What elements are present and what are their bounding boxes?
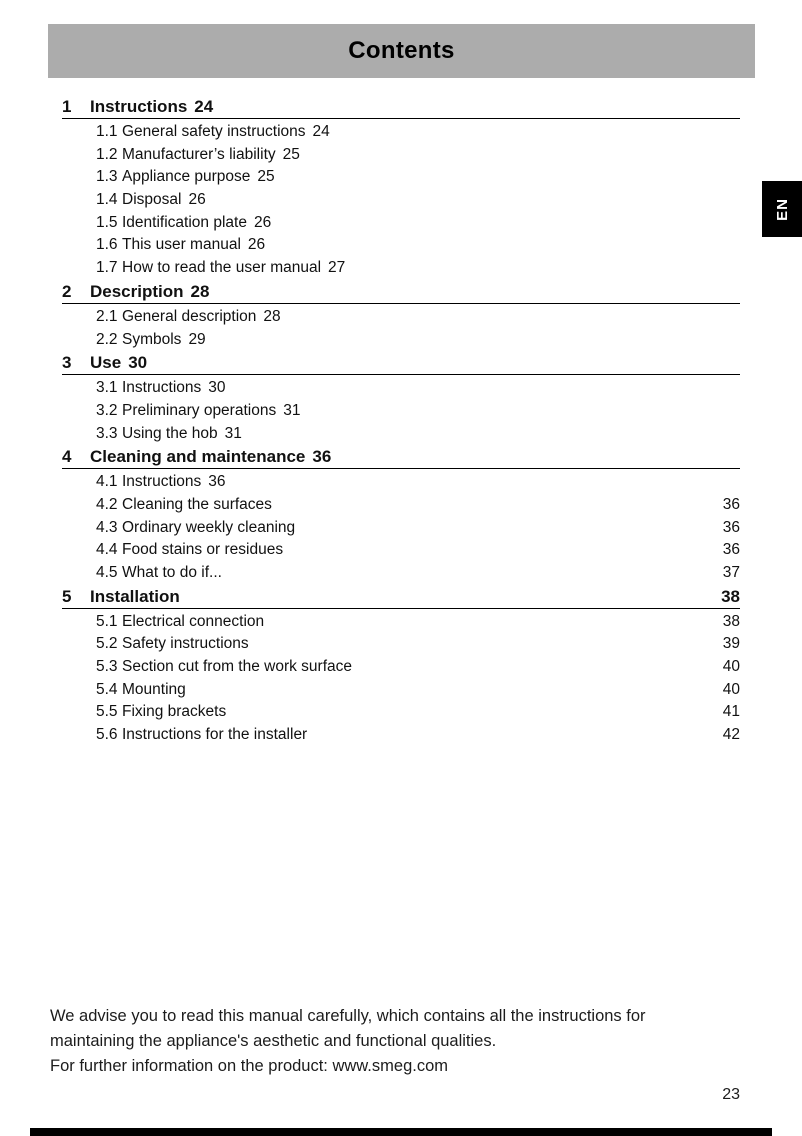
- toc-section-page: 38: [721, 586, 740, 606]
- toc-item-title: Cleaning the surfaces: [122, 495, 272, 513]
- toc-item-title: Fixing brackets: [122, 703, 227, 721]
- toc-item: [62, 423, 740, 446]
- toc-item: [62, 212, 740, 235]
- toc-section-items: [62, 119, 740, 280]
- toc-item-number: 1.2: [96, 145, 118, 163]
- toc-item-title: Mounting: [122, 680, 186, 698]
- toc-item-number: 5.3: [96, 658, 118, 676]
- toc-item-title: Appliance purpose: [122, 168, 251, 186]
- toc-item-page: 36: [722, 518, 740, 536]
- toc-item-number: 5.1: [96, 612, 118, 630]
- page-number: 23: [722, 1086, 740, 1103]
- toc-section-items: [62, 375, 740, 445]
- toc-item-page: 26: [253, 213, 272, 231]
- toc-item-number: 5.5: [96, 703, 118, 721]
- toc-item-number: 1.3: [96, 168, 118, 186]
- toc-item-page: 36: [208, 473, 226, 491]
- toc-item-number: 4.4: [96, 541, 118, 559]
- toc-item: [62, 679, 740, 702]
- toc-section-heading: [62, 351, 740, 374]
- toc-item-number: 1.1: [96, 123, 118, 140]
- toc-section-title: Installation: [90, 586, 180, 606]
- toc-item-title: General description: [122, 307, 257, 325]
- toc-item-number: 1.6: [96, 236, 118, 254]
- toc-section-title: Description: [90, 281, 184, 301]
- footer-advice-text: We advise you to read this manual carefully, which contains all the instructions for maintaining the appliance's aesthetic and functional qualities.: [50, 1007, 646, 1050]
- toc-section: [62, 445, 740, 584]
- toc-item-page: 26: [188, 191, 206, 209]
- toc-item-title: Identification plate: [122, 213, 247, 231]
- toc-section-page: 36: [312, 447, 332, 467]
- toc-item-title: This user manual: [122, 236, 241, 254]
- toc-item: [62, 611, 740, 634]
- toc-item-page: 40: [722, 658, 740, 676]
- toc-item-page: 25: [257, 168, 275, 186]
- toc-section-heading: [62, 585, 740, 608]
- toc-section-title: Instructions: [90, 97, 188, 116]
- toc-item-page: 24: [312, 123, 330, 140]
- toc-item-title: Instructions: [122, 379, 202, 397]
- page-title: Contents: [348, 37, 455, 64]
- toc-section-number: 5: [62, 586, 72, 606]
- toc-item-page: 40: [722, 680, 740, 698]
- toc-item-page: 39: [722, 635, 740, 653]
- toc-item-page: 41: [722, 703, 740, 721]
- toc-section-heading: [62, 280, 740, 303]
- toc-item-page: 28: [263, 307, 281, 325]
- toc-item: [62, 377, 740, 400]
- toc-item-number: 1.5: [96, 213, 118, 231]
- toc-item: [62, 166, 740, 189]
- toc-item-title: Instructions: [122, 473, 202, 491]
- toc-item-page: 25: [282, 145, 300, 163]
- toc-item-number: 5.2: [96, 635, 118, 653]
- toc-section-page: 24: [194, 97, 214, 116]
- language-tab: [762, 181, 802, 237]
- toc-item-number: 4.2: [96, 495, 118, 513]
- toc-item-title: Symbols: [122, 330, 182, 348]
- language-tab-label: EN: [773, 197, 791, 221]
- toc-item-page: 31: [283, 401, 301, 419]
- toc-item-title: Safety instructions: [122, 635, 249, 653]
- toc-item-page: 38: [722, 612, 740, 630]
- contents-header-bar: [48, 24, 755, 78]
- toc-item: [62, 471, 740, 494]
- toc-item-number: 2.2: [96, 330, 118, 348]
- toc-item: [62, 724, 740, 747]
- toc-item-number: 3.3: [96, 424, 118, 442]
- toc-item-title: General safety instructions: [122, 123, 306, 140]
- toc-item: [62, 562, 740, 585]
- toc-item-page: 30: [208, 379, 226, 397]
- toc-section-title: Use: [90, 353, 122, 373]
- toc-item-number: 5.6: [96, 726, 118, 744]
- toc-section-page: 28: [190, 281, 210, 301]
- toc-item: [62, 257, 740, 280]
- toc-item: [62, 517, 740, 540]
- toc-section-heading: [62, 95, 740, 118]
- toc-item-number: 2.1: [96, 307, 118, 325]
- toc-item-page: 29: [188, 330, 206, 348]
- toc-item-title: Electrical connection: [122, 612, 265, 630]
- toc-item-title: Ordinary weekly cleaning: [122, 518, 296, 536]
- toc-section: [62, 280, 740, 351]
- toc-item-number: 4.3: [96, 518, 118, 536]
- toc-item-title: Preliminary operations: [122, 401, 277, 419]
- toc-section-heading: [62, 445, 740, 468]
- toc-section-items: [62, 304, 740, 351]
- toc-section: [62, 95, 740, 280]
- toc-item-number: 3.2: [96, 401, 118, 419]
- toc-item: [62, 234, 740, 257]
- toc-item: [62, 633, 740, 656]
- toc-item-title: How to read the user manual: [122, 259, 322, 277]
- toc-item: [62, 144, 740, 167]
- toc-item-number: 3.1: [96, 379, 118, 397]
- toc-item-page: 26: [247, 236, 266, 254]
- toc-item-title: Instructions for the installer: [122, 726, 308, 744]
- toc-item: [62, 121, 740, 144]
- toc-item-page: 36: [722, 541, 740, 559]
- toc-item-page: 36: [722, 495, 740, 513]
- table-of-contents: [62, 95, 740, 747]
- footer-product-info-text: For further information on the product: www.smeg.com: [50, 1057, 448, 1075]
- toc-item: [62, 701, 740, 724]
- toc-item-page: 42: [722, 726, 740, 744]
- toc-item-title: Using the hob: [122, 424, 218, 442]
- toc-item: [62, 189, 740, 212]
- toc-section-number: 1: [62, 97, 72, 116]
- toc-section-page: 30: [128, 353, 148, 373]
- toc-item: [62, 329, 740, 352]
- toc-item-page: 37: [722, 564, 740, 581]
- toc-item: [62, 306, 740, 329]
- toc-item-title: Disposal: [122, 191, 182, 209]
- toc-item: [62, 656, 740, 679]
- toc-section-title: Cleaning and maintenance: [90, 447, 306, 467]
- toc-item-number: 5.4: [96, 680, 118, 698]
- toc-item: [62, 400, 740, 423]
- toc-item: [62, 539, 740, 562]
- toc-item-number: 4.1: [96, 473, 118, 491]
- toc-section: [62, 351, 740, 445]
- toc-section: [62, 585, 740, 747]
- toc-section-number: 4: [62, 447, 72, 467]
- toc-item-title: Food stains or residues: [122, 541, 284, 559]
- toc-section-number: 2: [62, 281, 72, 301]
- toc-section-number: 3: [62, 353, 72, 373]
- toc-item-number: 4.5: [96, 564, 118, 581]
- toc-section-items: [62, 609, 740, 747]
- toc-item-title: What to do if...: [122, 564, 222, 581]
- toc-item-title: Manufacturer’s liability: [122, 145, 276, 163]
- toc-item-number: 1.7: [96, 259, 118, 277]
- toc-item-page: 31: [224, 424, 242, 442]
- toc-item: [62, 494, 740, 517]
- toc-item-number: 1.4: [96, 191, 118, 209]
- footer-bar: [30, 1128, 772, 1136]
- toc-item-title: Section cut from the work surface: [122, 658, 353, 676]
- toc-item-page: 27: [328, 259, 346, 277]
- toc-section-items: [62, 469, 740, 584]
